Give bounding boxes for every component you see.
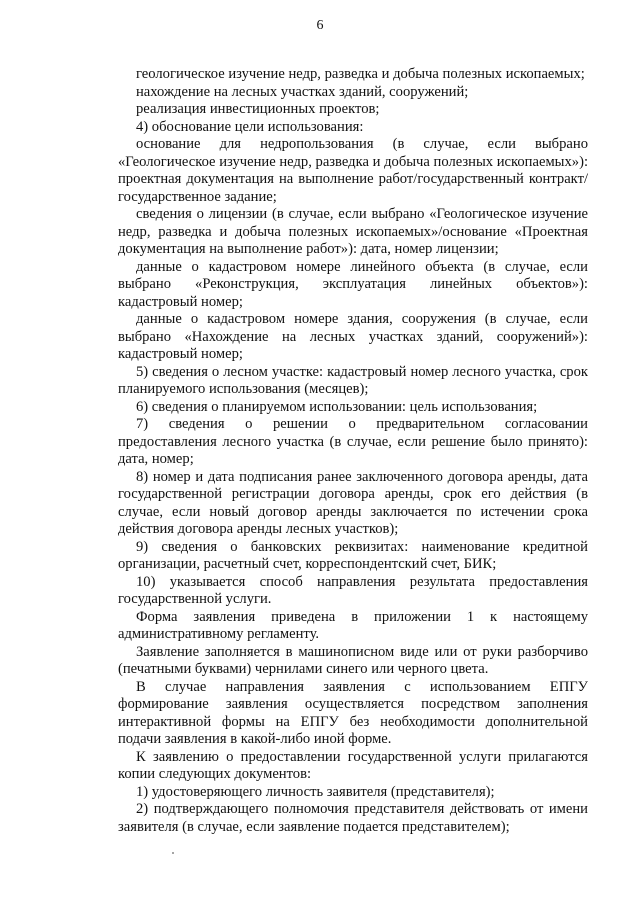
paragraph-attachments: К заявлению о предоставлении государственной услуги прилагаются копии следующих документов: bbox=[118, 748, 588, 782]
paragraph-attachment-1: 1) удостоверяющего личность заявителя (представителя); bbox=[136, 783, 495, 800]
paragraph-item-8: 8) номер и дата подписания ранее заключенного договора аренды, дата государственной регистрации договора аренды, срок его действия (в случае, если новый договор аренды заключается по истечении срока действия договора аренды лесных участков); bbox=[118, 468, 588, 537]
paragraph-building-cadastral: данные о кадастровом номере здания, сооружения (в случае, если выбрано «Нахождение на лесных участках зданий, сооружений»): кадастровый номер; bbox=[118, 311, 588, 362]
paragraph-geology: геологическое изучение недр, разведка и добыча полезных ископаемых; bbox=[136, 66, 585, 82]
paragraph-investment: реализация инвестиционных проектов; bbox=[136, 101, 380, 117]
scan-speck bbox=[172, 852, 174, 854]
paragraph-item-6: 6) сведения о планируемом использовании: цель использования; bbox=[136, 398, 538, 415]
paragraph-filling-rules: Заявление заполняется в машинописном виде или от руки разборчиво (печатными буквами) чернилами синего или черного цвета. bbox=[118, 643, 588, 677]
paragraph-item-9: 9) сведения о банковских реквизитах: наименование кредитной организации, расчетный счет, корреспондентский счет, БИК; bbox=[118, 538, 588, 572]
paragraph-buildings: нахождение на лесных участках зданий, сооружений; bbox=[136, 83, 469, 100]
paragraph-attachment-2: 2) подтверждающего полномочия представителя действовать от имени заявителя (в случае, если заявление подается представителем); bbox=[118, 801, 588, 835]
paragraph-license-info: сведения о лицензии (в случае, если выбрано «Геологическое изучение недр, разведка и добыча полезных ископаемых»/основание «Проектная документация на выполнение работ»): дата, номер лицензии; bbox=[118, 206, 588, 257]
page-number: 6 bbox=[316, 18, 324, 33]
paragraph-item-4: 4) обоснование цели использования: bbox=[136, 118, 364, 135]
paragraph-item-7: 7) сведения о решении о предварительном согласовании предоставления лесного участка (в случае, если решение было принято): дата, номер; bbox=[118, 416, 588, 467]
paragraph-item-5: 5) сведения о лесном участке: кадастровый номер лесного участка, срок планируемого использования (месяцев); bbox=[118, 363, 588, 397]
paragraph-epgu: В случае направления заявления с использованием ЕПГУ формирование заявления осуществляется посредством заполнения интерактивной формы на ЕПГУ без необходимости дополнительной подачи заявления в какой-либо иной форме. bbox=[118, 678, 588, 747]
paragraph-linear-object: данные о кадастровом номере линейного объекта (в случае, если выбрано «Реконструкция, эксплуатация линейных объектов»): кадастровый номер; bbox=[118, 258, 588, 310]
paragraph-subsoil-basis: основание для недропользования (в случае, если выбрано «Геологическое изучение недр, разведка и добыча полезных ископаемых»): проектная документация на выполнение работ/государственный контракт/государственное задание; bbox=[118, 136, 588, 205]
paragraph-form-appendix: Форма заявления приведена в приложении 1 к настоящему административному регламенту. bbox=[118, 608, 588, 642]
paragraph-item-10: 10) указывается способ направления результата предоставления государственной услуги. bbox=[118, 573, 588, 607]
document-body bbox=[118, 66, 588, 836]
